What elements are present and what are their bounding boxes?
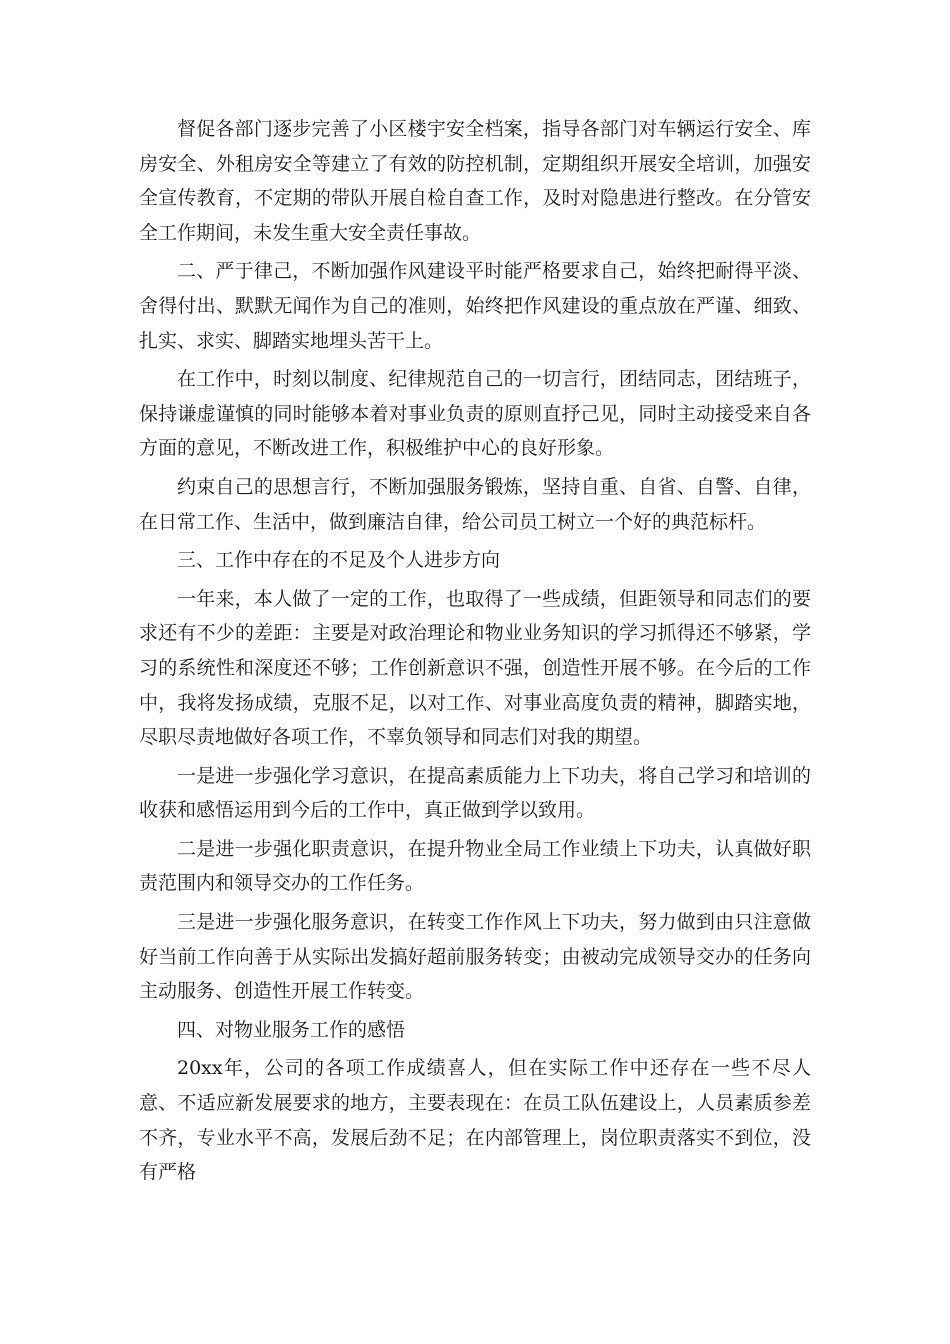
- paragraph-restraint: 约束自己的思想言行，不断加强服务锻炼，坚持自重、自省、自警、自律，在日常工作、生活中，做到廉洁自律，给公司员工树立一个好的典范标杆。: [139, 475, 811, 533]
- paragraph-learning: 一是进一步强化学习意识，在提高素质能力上下功夫，将自己学习和培训的收获和感悟运用到今后的工作中，真正做到学以致用。: [139, 764, 811, 822]
- paragraph-company-status: 20xx年，公司的各项工作成绩喜人，但在实际工作中还存在一些不尽人意、不适应新发展要求的地方，主要表现在：在员工队伍建设上，人员素质参差不齐，专业水平不高，发展后劲不足；在内部管理上，岗位职责落实不到位，没有严格: [139, 1057, 811, 1184]
- paragraph-safety-archives: 督促各部门逐步完善了小区楼宇安全档案，指导各部门对车辆运行安全、库房安全、外租房安全等建立了有效的防控机制，定期组织开展安全培训，加强安全宣传教育，不定期的带队开展自检自查工作，及时对隐患进行整改。在分管安全工作期间，未发生重大安全责任事故。: [139, 118, 811, 244]
- paragraph-duty: 二是进一步强化职责意识，在提升物业全局工作业绩上下功夫，认真做好职责范围内和领导交办的工作任务。: [139, 837, 811, 895]
- section-heading-reflection: 四、对物业服务工作的感悟: [177, 1018, 406, 1041]
- paragraph-work-conduct: 在工作中，时刻以制度、纪律规范自己的一切言行，团结同志，团结班子，保持谦虚谨慎的同时能够本着对事业负责的原则直抒己见，同时主动接受来自各方面的意见，不断改进工作，积极维护中心的良好形象。: [139, 368, 811, 460]
- paragraph-self-discipline: 二、严于律己，不断加强作风建设平时能严格要求自己，始终把耐得平淡、舍得付出、默默无闻作为自己的准则，始终把作风建设的重点放在严谨、细致、扎实、求实、脚踏实地埋头苦干上。: [139, 260, 811, 352]
- section-heading-shortcomings: 三、工作中存在的不足及个人进步方向: [177, 549, 501, 572]
- paragraph-service: 三是进一步强化服务意识，在转变工作作风上下功夫，努力做到由只注意做好当前工作向善于从实际出发搞好超前服务转变；由被动完成领导交办的任务向主动服务、创造性开展工作转变。: [139, 911, 811, 1003]
- document-body: [139, 112, 811, 1194]
- paragraph-year-review: 一年来，本人做了一定的工作，也取得了一些成绩，但距领导和同志们的要求还有不少的差距：主要是对政治理论和物业业务知识的学习抓得还不够紧，学习的系统性和深度还不够；工作创新意识不强，创造性开展不够。在今后的工作中，我将发扬成绩，克服不足，以对工作、对事业高度负责的精神，脚踏实地，尽职尽责地做好各项工作，不辜负领导和同志们对我的期望。: [139, 587, 811, 749]
